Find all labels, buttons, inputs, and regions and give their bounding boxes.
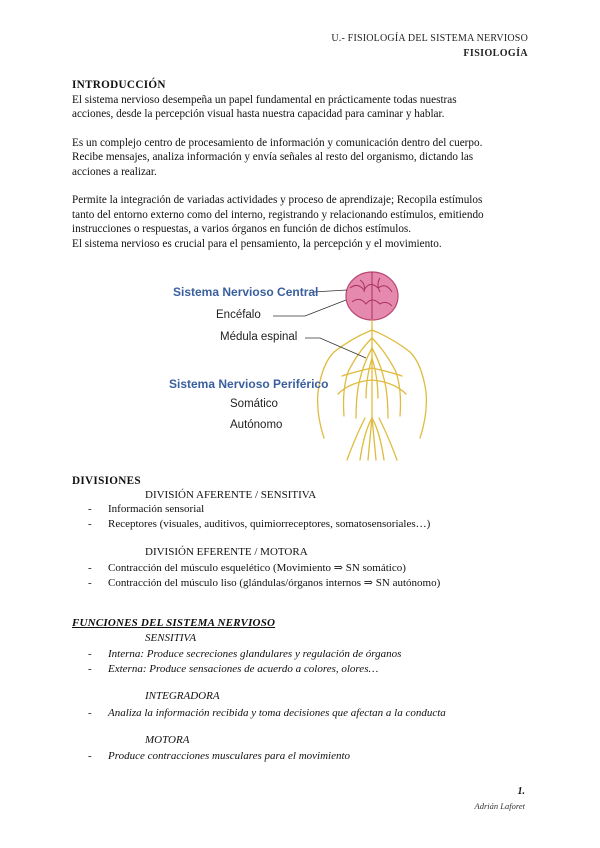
integradora-list [88,706,446,721]
intro-section [72,78,532,251]
figure-autonomo-label: Autónomo [230,419,283,431]
figure-somatico-label: Somático [230,398,278,410]
list-item: - Externa: Produce sensaciones de acuerdo a colores, olores… [88,663,379,675]
sensitiva-list [88,647,401,677]
intro-p1-line2: acciones, desde la percepción visual hasta nuestra capacidad para caminar y hablar. [72,108,445,120]
intro-p3-line3: instrucciones o respuestas, a varios órganos en función de dichos estímulos. [72,223,412,235]
list-item: - Contracción del músculo esquelético (Movimiento ⇒ SN somático) [88,562,406,574]
page-number: 1. [517,786,525,797]
intro-p3-line4: El sistema nervioso es crucial para el pensamiento, la percepción y el movimiento. [72,237,442,250]
header-title: U.- FISIOLOGÍA DEL SISTEMA NERVIOSO [331,33,528,44]
intro-p2-line3: acciones a realizar. [72,165,157,178]
list-item: - Información sensorial [88,503,205,515]
intro-p2-line1: Es un complejo centro de procesamiento de información y comunicación dentro del cuerpo. [72,136,483,149]
list-item: - Produce contracciones musculares para el movimiento [88,750,351,762]
header-subtitle: FISIOLOGÍA [463,48,528,59]
list-item: - Contracción del músculo liso (glándulas/órganos internos ⇒ SN autónomo) [88,577,441,589]
figure-snp-label: Sistema Nervioso Periférico [169,377,329,391]
funcion-integradora-title: INTEGRADORA [145,690,220,702]
nerves-icon [318,320,427,460]
eferente-list [88,561,440,591]
motora-list [88,749,350,764]
funcion-sensitiva-title: SENSITIVA [145,632,197,644]
list-item: - Analiza la información recibida y toma decisiones que afectan a la conducta [88,707,446,719]
figure-encefalo-label: Encéfalo [216,309,261,321]
funcion-motora-title: MOTORA [145,734,190,746]
intro-p1-line1: El sistema nervioso desempeña un papel fundamental en prácticamente todas nuestras [72,93,457,106]
figure-medula-label: Médula espinal [220,331,298,343]
list-item: - Interna: Produce secreciones glandulares y regulación de órganos [88,648,402,660]
division-aferente-title: DIVISIÓN AFERENTE / SENSITIVA [145,489,317,501]
figure-snc-label: Sistema Nervioso Central [173,285,319,299]
intro-p3-line1: Permite la integración de variadas actividades y proceso de aprendizaje; Recopila estímulos [72,194,483,206]
author-name: Adrián Laforet [474,801,525,811]
list-item: - Receptores (visuales, auditivos, quimiorreceptores, somatosensoriales…) [88,518,431,530]
brain-icon [346,272,398,320]
intro-p3-line2: tanto del entorno externo como del interno, registrando y relacionando estímulos, emitiendo [72,208,484,221]
division-eferente-title: DIVISIÓN EFERENTE / MOTORA [145,546,308,558]
aferente-list [88,502,430,532]
funciones-heading: FUNCIONES DEL SISTEMA NERVIOSO [72,617,276,629]
divisiones-heading: DIVISIONES [72,475,141,487]
nervous-system-figure [160,268,440,463]
intro-p2-line2: Recibe mensajes, analiza información y envía señales al resto del organismo, dictando las [72,151,474,163]
intro-heading: INTRODUCCIÓN [72,79,166,91]
